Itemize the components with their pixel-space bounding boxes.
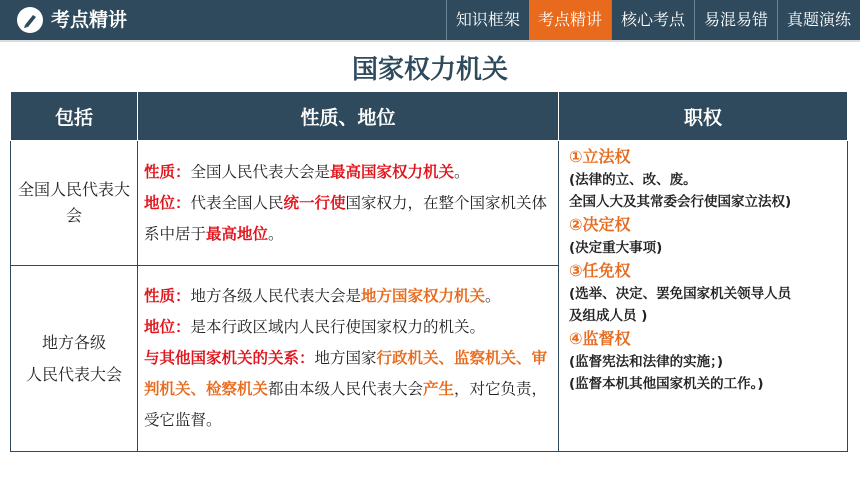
divider: [0, 40, 860, 42]
status-highlight: 统一行使: [283, 193, 346, 212]
pencil-icon: [17, 7, 43, 33]
header-powers: 职权: [559, 92, 848, 141]
power-decision: [569, 213, 841, 259]
power-title: ③任免权: [569, 261, 631, 280]
tab-key-points[interactable]: 考点精讲: [529, 0, 611, 40]
row2-content: [138, 266, 559, 452]
row1-name-text: 全国人民代表大会: [17, 180, 130, 225]
power-line: (选举、决定、罢免国家机关领导人员: [569, 286, 792, 302]
table-header-row: [11, 92, 848, 141]
status-end: 。: [268, 224, 284, 243]
tab-confusing-points[interactable]: 易混易错: [694, 0, 777, 40]
status-text-a: 代表全国人民: [190, 193, 284, 212]
power-title: ④监督权: [569, 329, 631, 348]
nature-text: 地方各级人民代表大会是: [190, 287, 362, 305]
power-supervision: [569, 327, 841, 395]
relation-text-a: 地方国家: [314, 349, 377, 367]
relation-highlight-2: 产生: [423, 380, 455, 398]
power-line: 全国人大及其常委会行使国家立法权): [569, 194, 792, 210]
row1-status: [144, 188, 554, 250]
relation-label: 与其他国家机关的关系：: [144, 349, 315, 367]
tab-core-points[interactable]: 核心考点: [611, 0, 694, 40]
header-nature: 性质、地位: [138, 92, 559, 141]
nature-text: 全国人民代表大会是: [190, 162, 331, 181]
row2-name: [11, 266, 138, 452]
nature-label: 性质：: [144, 162, 191, 181]
nature-highlight: 地方国家权力机关: [361, 287, 486, 305]
power-legislative: [569, 145, 841, 213]
row2-nature: [144, 281, 554, 312]
status-label: 地位：: [144, 193, 191, 212]
top-bar: [0, 0, 860, 40]
header-scope: 包括: [11, 92, 138, 141]
row2-name-line1: 地方各级: [41, 332, 106, 352]
nav-tabs: [446, 0, 860, 40]
power-appointment: [569, 259, 841, 327]
relation-text-c: ，对它负责，受它监督。: [144, 380, 548, 429]
powers-cell: [559, 141, 848, 452]
nature-highlight: 最高国家权力机关: [330, 162, 455, 181]
content-table: [10, 91, 848, 452]
row2-name-line2: 人民代表大会: [25, 364, 122, 384]
table-row: [11, 141, 848, 266]
power-line: (法律的立、改、废。: [569, 172, 697, 188]
row2-relation: [144, 343, 554, 436]
power-title: ②决定权: [569, 215, 631, 234]
tab-past-exams[interactable]: 真题演练: [777, 0, 860, 40]
relation-highlight: 行政机关、监察机关、审判机关、检察机关: [144, 349, 548, 398]
power-line: 及组成人员 ): [569, 308, 648, 324]
status-label: 地位：: [144, 318, 191, 336]
power-line: (决定重大事项): [569, 240, 663, 256]
power-title: ①立法权: [569, 147, 631, 166]
status-highlight-2: 最高地位: [206, 224, 269, 243]
row2-status: [144, 312, 554, 343]
nature-end: 。: [485, 287, 501, 305]
power-line: (监督本机其他国家机关的工作。): [569, 376, 764, 392]
section-title: 考点精讲: [51, 9, 128, 31]
power-line: (监督宪法和法律的实施；): [569, 354, 724, 370]
status-text-b: 国家权力，在整个国家机关体系中居于: [144, 193, 548, 243]
status-text: 是本行政区域内人民行使国家权力的机关。: [190, 318, 486, 336]
nature-end: 。: [454, 162, 470, 181]
row1-nature: [144, 157, 554, 188]
page-title: 国家权力机关: [351, 55, 508, 85]
row1-content: [138, 141, 559, 266]
relation-text-b: 都由本级人民代表大会: [268, 380, 424, 398]
nature-label: 性质：: [144, 287, 191, 305]
row1-name: [11, 141, 138, 266]
tab-knowledge-framework[interactable]: 知识框架: [446, 0, 529, 40]
